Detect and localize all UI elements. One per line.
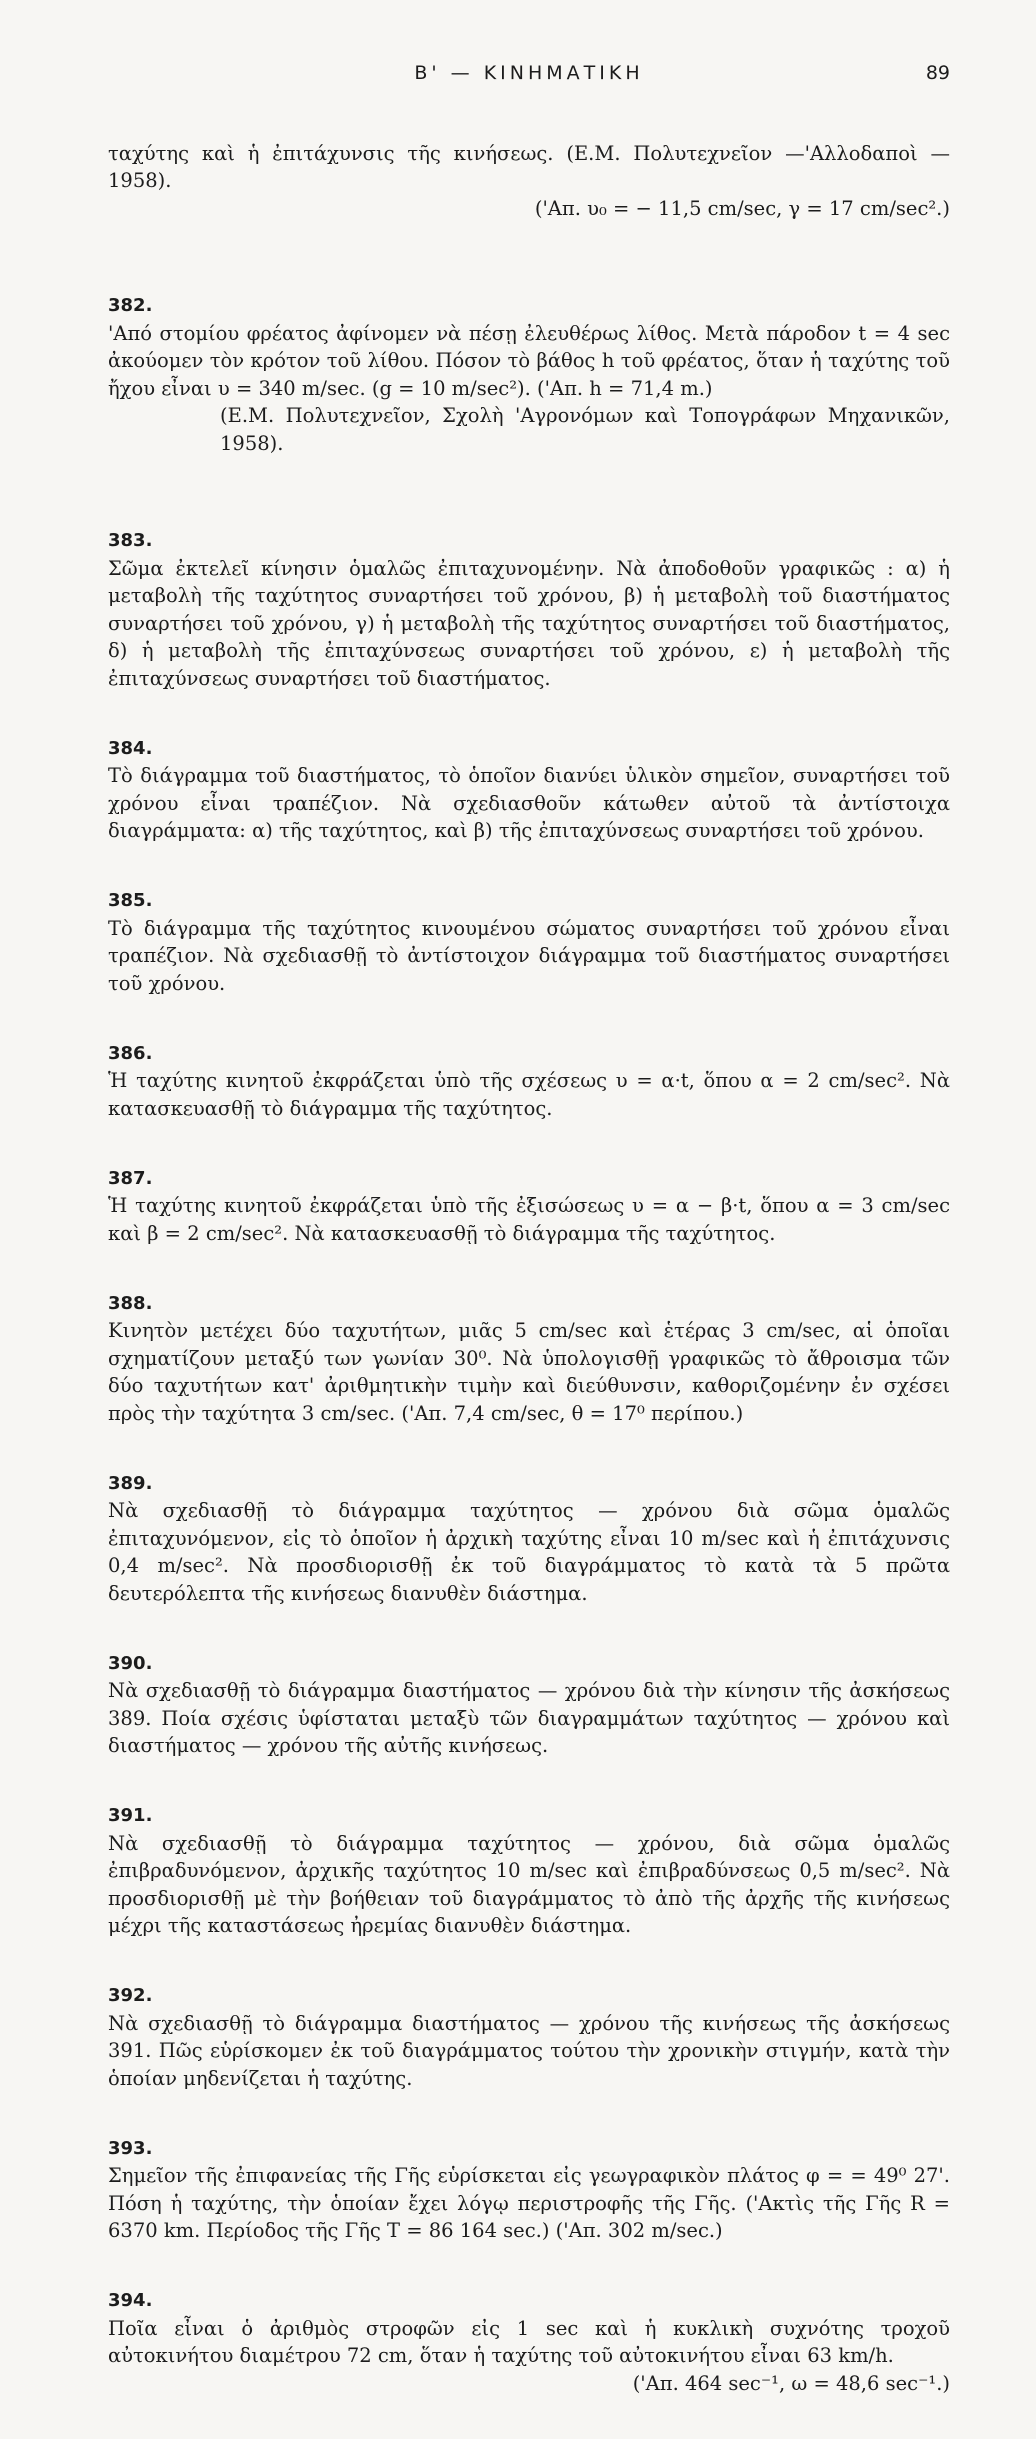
problem-number: 394.	[108, 2290, 153, 2311]
problem-382	[108, 264, 950, 485]
problem-385	[108, 859, 950, 998]
problem-number: 383.	[108, 530, 153, 551]
problem-number: 392.	[108, 1985, 153, 2006]
problem-text: Νὰ σχεδιασθῇ τὸ διάγραμμα διαστήματος — χρόνου διὰ τὴν κίνησιν τῆς ἀσκήσεως 389. Ποία σχέσις ὑφίσταται μεταξὺ τῶν διαγραμμάτων ταχύτητος — χρόνου καὶ διαστήματος — χρόνου τῆς αὐτῆς κινήσεως.	[108, 1679, 950, 1757]
problem-390	[108, 1621, 950, 1760]
problem-386	[108, 1011, 950, 1122]
problem-source: (Ε.Μ. Πολυτεχνεῖον, Σχολὴ 'Αγρονόμων καὶ Τοπογράφων Μηχανικῶν, 1958).	[220, 404, 950, 455]
problem-text: Ἡ ταχύτης κινητοῦ ἐκφράζεται ὑπὸ τῆς σχέσεως υ = α·t, ὅπου α = 2 cm/sec². Νὰ κατασκευασθῇ τὸ διάγραμμα τῆς ταχύτητος.	[108, 1069, 950, 1120]
problem-text: Τὸ διάγραμμα τοῦ διαστήματος, τὸ ὁποῖον διανύει ὑλικὸν σημεῖον, συναρτήσει τοῦ χρόνου εἶναι τραπέζιον. Νὰ σχεδιασθοῦν κάτωθεν αὐτοῦ τὰ ἀντίστοιχα διαγράμματα: α) τῆς ταχύτητος, καὶ β) τῆς ἐπιταχύνσεως συναρτήσει τοῦ χρόνου.	[108, 764, 950, 842]
problem-number: 393.	[108, 2137, 153, 2159]
running-title: Β' — ΚΙΝΗΜΑΤΙΚΗ	[414, 62, 644, 84]
problem-text: Ποῖα εἶναι ὁ ἀριθμὸς στροφῶν εἰς 1 sec καὶ ἡ κυκλικὴ συχνότης τροχοῦ αὐτοκινήτου διαμέτρου 72 cm, ὅταν ἡ ταχύτης τοῦ αὐτοκινήτου εἶναι 63 km/h.	[108, 2316, 950, 2367]
problem-393	[108, 2106, 950, 2245]
problem-number: 387.	[108, 1167, 153, 1189]
problems-list	[108, 112, 950, 2439]
problem-text: Νὰ σχεδιασθῇ τὸ διάγραμμα ταχύτητος — χρόνου, διὰ σῶμα ὁμαλῶς ἐπιβραδυνόμενον, ἀρχικῆς ταχύτητος 10 m/sec καὶ ἐπιβραδύνσεως 0,5 m/sec². Νὰ προσδιορισθῇ μὲ τὴν βοήθειαν τοῦ διαγράμματος τὸ ἀπὸ τῆς ἀρχῆς τῆς κινήσεως μέχρι τῆς καταστάσεως ἠρεμίας διανυθὲν διάστημα.	[108, 1831, 950, 1937]
page-header	[108, 62, 950, 92]
problem-383	[108, 499, 950, 693]
problem-text: 'Από στομίου φρέατος ἀφίνομεν νὰ πέσῃ ἐλευθέρως λίθος. Μετὰ πάροδον t = 4 sec ἀκούομεν τὸν κρότον τοῦ λίθου. Πόσον τὸ βάθος h τοῦ φρέατος, ὅταν ἡ ταχύτης τοῦ ἤχου εἶναι υ = 340 m/sec. (g = 10 m/sec²). ('Απ. h = 71,4 m.)	[108, 321, 950, 400]
problem-number: 388.	[108, 1292, 153, 1314]
problem-number: 386.	[108, 1042, 153, 1064]
problem-384	[108, 706, 950, 845]
problem-text: Ἡ ταχύτης κινητοῦ ἐκφράζεται ὑπὸ τῆς ἐξισώσεως υ = α − β·t, ὅπου α = 3 cm/sec καὶ β = 2 cm/sec². Νὰ κατασκευασθῇ τὸ διάγραμμα τῆς ταχύτητος.	[108, 1194, 950, 1245]
problem-394	[108, 2259, 950, 2425]
problem-381-tail	[108, 112, 950, 250]
problem-number: 382.	[108, 295, 153, 316]
problem-text: Νὰ σχεδιασθῇ τὸ διάγραμμα ταχύτητος — χρόνου διὰ σῶμα ὁμαλῶς ἐπιταχυνόμενον, εἰς τὸ ὁποῖον ἡ ἀρχικὴ ταχύτης εἶναι 10 m/sec καὶ ἡ ἐπιτάχυνσις 0,4 m/sec². Νὰ προσδιορισθῇ ἐκ τοῦ διαγράμματος τὸ κατὰ τὰ 5 πρῶτα δευτερόλεπτα τῆς κινήσεως διανυθὲν διάστημα.	[108, 1499, 950, 1605]
problem-answer: ('Απ. υ₀ = − 11,5 cm/sec, γ = 17 cm/sec².)	[534, 196, 950, 220]
problem-text: Σῶμα ἐκτελεῖ κίνησιν ὁμαλῶς ἐπιταχυνομένην. Νὰ ἀποδοθοῦν γραφικῶς : α) ἡ μεταβολὴ τῆς ταχύτητος συναρτήσει τοῦ χρόνου, β) ἡ μεταβολὴ τοῦ διαστήματος συναρτήσει τοῦ χρόνου, γ) ἡ μεταβολὴ τῆς ταχύτητος συναρτήσει τοῦ διαστήματος, δ) ἡ μεταβολὴ τῆς ἐπιταχύνσεως συναρτήσει τοῦ χρόνου, ε) ἡ μεταβολὴ τῆς ἐπιταχύνσεως συναρτήσει τοῦ διαστήματος.	[108, 556, 950, 690]
problem-text: Νὰ σχεδιασθῇ τὸ διάγραμμα διαστήματος — χρόνου τῆς κινήσεως τῆς ἀσκήσεως 391. Πῶς εὑρίσκομεν ἐκ τοῦ διαγράμματος τούτου τὴν χρονικὴν στιγμήν, κατὰ τὴν ὁποίαν μηδενίζεται ἡ ταχύτης.	[108, 2011, 950, 2090]
problem-387	[108, 1136, 950, 1247]
problem-388	[108, 1261, 950, 1427]
page-number: 89	[925, 62, 950, 84]
problem-391	[108, 1774, 950, 1940]
problem-text: ταχύτης καὶ ἡ ἐπιτάχυνσις τῆς κινήσεως. (Ε.Μ. Πολυτεχνεῖον —'Αλλοδαποὶ — 1958).	[108, 141, 950, 192]
problem-392	[108, 1954, 950, 2093]
problem-number: 384.	[108, 737, 153, 759]
problem-number: 390.	[108, 1652, 153, 1674]
problem-number: 389.	[108, 1472, 153, 1494]
problem-number: 385.	[108, 890, 153, 911]
problem-389	[108, 1441, 950, 1607]
problem-text: Σημεῖον τῆς ἐπιφανείας τῆς Γῆς εὑρίσκεται εἰς γεωγραφικὸν πλάτος φ = = 49⁰ 27'. Πόση ἡ ταχύτης, τὴν ὁποίαν ἔχει λόγῳ περιστροφῆς τῆς Γῆς. ('Ακτὶς τῆς Γῆς R = 6370 km. Περίοδος τῆς Γῆς T = 86 164 sec.) ('Απ. 302 m/sec.)	[108, 2164, 950, 2242]
problem-number: 391.	[108, 1805, 153, 1826]
problem-answer: ('Απ. 464 sec⁻¹, ω = 48,6 sec⁻¹.)	[632, 2371, 950, 2395]
problem-text: Κινητὸν μετέχει δύο ταχυτήτων, μιᾶς 5 cm/sec καὶ ἑτέρας 3 cm/sec, αἱ ὁποῖαι σχηματίζουν μεταξύ των γωνίαν 30⁰. Νὰ ὑπολογισθῇ γραφικῶς τὸ ἄθροισμα τῶν δύο ταχυτήτων κατ' ἀριθμητικὴν τιμὴν καὶ διεύθυνσιν, καθοριζομένην ἐν σχέσει πρὸς τὴν ταχύτητα 3 cm/sec. ('Απ. 7,4 cm/sec, θ = 17⁰ περίπου.)	[108, 1319, 950, 1425]
problem-text: Τὸ διάγραμμα τῆς ταχύτητος κινουμένου σώματος συναρτήσει τοῦ χρόνου εἶναι τραπέζιον. Νὰ σχεδιασθῇ τὸ ἀντίστοιχον διάγραμμα τοῦ διαστήματος συναρτήσει τοῦ χρόνου.	[108, 916, 950, 995]
